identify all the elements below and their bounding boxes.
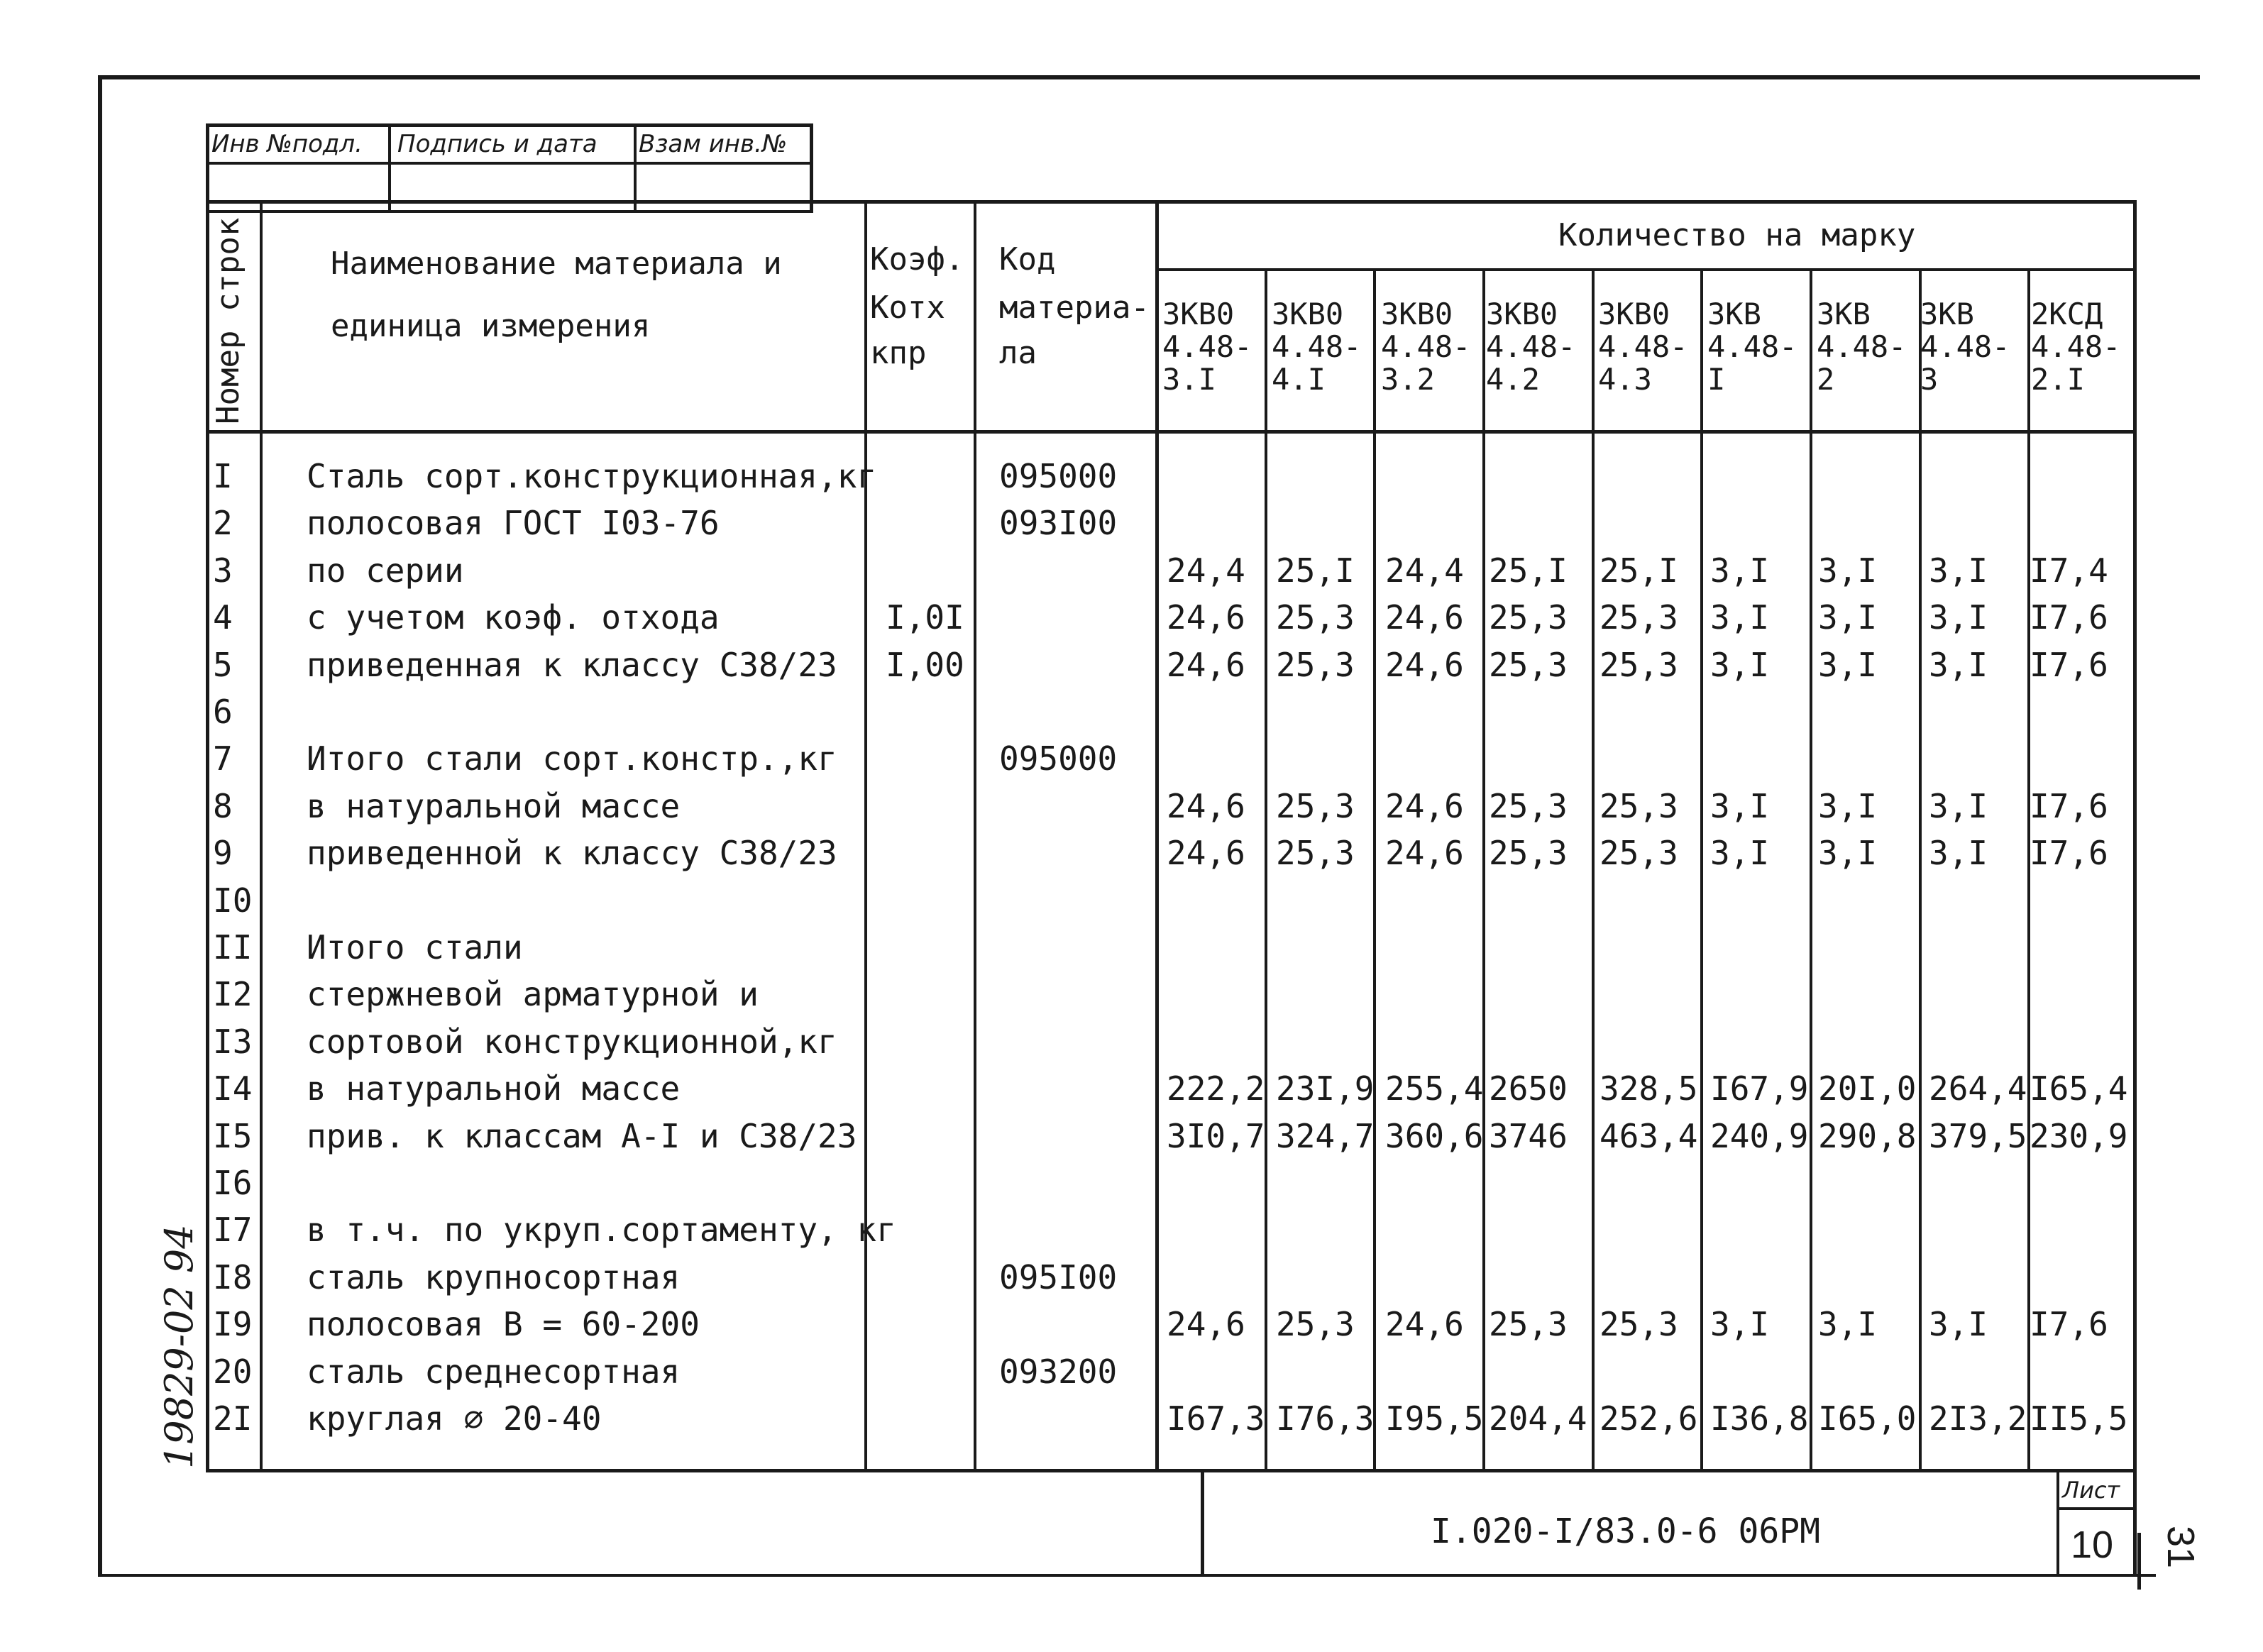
row-number: 8: [213, 787, 233, 825]
material-code: 095I00: [999, 1258, 1118, 1296]
bottom-border-line: [98, 1574, 2156, 1577]
quantity-cell: 25,3: [1599, 834, 1678, 872]
material-name: сталь крупносортная: [307, 1258, 681, 1296]
quantity-cell: 3,I: [1818, 787, 1878, 825]
quantity-cell: 2650: [1489, 1069, 1568, 1108]
quantity-cell: 25,3: [1276, 834, 1355, 872]
quantity-cell: I7,4: [2030, 551, 2108, 590]
quantity-cell: 3,I: [1710, 646, 1770, 684]
header-coef-line3: кпр: [870, 335, 927, 371]
quantity-cell: I65,0: [1818, 1399, 1917, 1438]
mark-header: 3КВ0 4.48- 4.I: [1272, 297, 1362, 397]
mark-header: 3КВ0 4.48- 3.2: [1381, 297, 1471, 397]
row-number: 7: [213, 739, 233, 778]
row-number: I2: [213, 975, 253, 1013]
quantity-cell: 328,5: [1599, 1069, 1698, 1108]
material-name: в натуральной массе: [307, 787, 681, 825]
quantity-cell: I67,9: [1710, 1069, 1809, 1108]
row-number: 2: [213, 504, 233, 542]
quantity-cell: 3,I: [1710, 787, 1770, 825]
quantity-cell: 25,3: [1599, 787, 1678, 825]
quantity-cell: 25,3: [1276, 787, 1355, 825]
quantity-cell: 324,7: [1276, 1117, 1375, 1155]
quantity-cell: 3,I: [1710, 551, 1770, 590]
quantity-cell: 290,8: [1818, 1117, 1917, 1155]
header-code-line3: ла: [999, 335, 1037, 371]
quantity-cell: I7,6: [2030, 598, 2108, 637]
page-mark: 31: [2159, 1526, 2202, 1569]
row-number: 5: [213, 646, 233, 684]
material-name: стержневой арматурной и: [307, 975, 759, 1013]
quantity-cell: 3,I: [1929, 1305, 1988, 1343]
row-number: I0: [213, 881, 253, 920]
header-coef-line2: Котх: [870, 290, 945, 326]
mark-header: 3КВ 4.48- 2: [1817, 297, 1907, 397]
quantity-cell: I7,6: [2030, 834, 2108, 872]
quantity-cell: 25,I: [1599, 551, 1678, 590]
quantity-cell: 3I0,7: [1167, 1117, 1265, 1155]
quantity-cell: 3,I: [1818, 1305, 1878, 1343]
quantity-cell: 25,3: [1489, 646, 1568, 684]
material-name: сталь среднесортная: [307, 1353, 681, 1391]
quantity-cell: 24,6: [1385, 598, 1464, 637]
material-name: по серии: [307, 551, 464, 590]
quantity-cell: 25,I: [1489, 551, 1568, 590]
quantity-cell: I76,3: [1276, 1399, 1375, 1438]
quantity-cell: 25,3: [1599, 646, 1678, 684]
quantity-cell: 230,9: [2030, 1117, 2128, 1155]
row-number: 4: [213, 598, 233, 637]
quantity-cell: I95,5: [1385, 1399, 1484, 1438]
row-number: I4: [213, 1069, 253, 1108]
header-material-line1: Наименование материала и: [331, 246, 782, 282]
right-edge-mark: [2137, 1533, 2141, 1590]
header-material-line2: единица измерения: [331, 308, 651, 344]
row-number: I9: [213, 1305, 253, 1343]
material-name: приведенная к классу С38/23: [307, 646, 837, 684]
row-number: I6: [213, 1164, 253, 1202]
material-name: прив. к классам А-I и С38/23: [307, 1117, 857, 1155]
header-row-number: Номер строк: [210, 217, 246, 424]
quantity-cell: 3,I: [1818, 551, 1878, 590]
row-number: 6: [213, 693, 233, 731]
row-number: I7: [213, 1211, 253, 1249]
material-code: 093200: [999, 1353, 1118, 1391]
quantity-cell: 255,4: [1385, 1069, 1484, 1108]
quantity-cell: 463,4: [1599, 1117, 1698, 1155]
quantity-cell: 3,I: [1818, 646, 1878, 684]
material-name: круглая ∅ 20-40: [307, 1399, 602, 1438]
quantity-cell: 24,6: [1385, 1305, 1464, 1343]
quantity-cell: 24,6: [1167, 834, 1245, 872]
quantity-cell: 3,I: [1929, 787, 1988, 825]
material-name: Сталь сорт.конструкционная,кг: [307, 457, 877, 495]
quantity-cell: 24,6: [1385, 834, 1464, 872]
quantity-cell: 264,4: [1929, 1069, 2027, 1108]
quantity-cell: 25,3: [1599, 598, 1678, 637]
row-number: 2I: [213, 1399, 253, 1438]
quantity-cell: 24,6: [1385, 646, 1464, 684]
material-name: Итого стали: [307, 928, 523, 967]
quantity-cell: 24,6: [1167, 1305, 1245, 1343]
material-name: с учетом коэф. отхода: [307, 598, 720, 637]
material-name: в т.ч. по укруп.сортаменту, кг: [307, 1211, 896, 1249]
material-name: приведенной к классу С38/23: [307, 834, 837, 872]
material-name: Итого стали сорт.констр.,кг: [307, 739, 837, 778]
row-number: I8: [213, 1258, 253, 1296]
document-code: I.020-I/83.0-6 06РМ: [1431, 1511, 1821, 1551]
coefficient-value: I,0I: [886, 598, 964, 637]
quantity-cell: 24,4: [1385, 551, 1464, 590]
quantity-cell: 24,6: [1167, 787, 1245, 825]
header-coef-line1: Коэф.: [870, 241, 964, 277]
quantity-cell: 3,I: [1710, 834, 1770, 872]
quantity-cell: 25,3: [1276, 598, 1355, 637]
quantity-cell: 3,I: [1818, 834, 1878, 872]
quantity-cell: 24,6: [1167, 598, 1245, 637]
sheet-label: Лист: [2062, 1477, 2120, 1504]
material-code: 095000: [999, 739, 1118, 778]
quantity-cell: 25,3: [1489, 598, 1568, 637]
header-code-line2: материа-: [999, 290, 1150, 326]
material-name: сортовой конструкционной,кг: [307, 1023, 837, 1061]
quantity-cell: 3,I: [1929, 646, 1988, 684]
quantity-cell: 240,9: [1710, 1117, 1809, 1155]
quantity-cell: 20I,0: [1818, 1069, 1917, 1108]
quantity-cell: 2I3,2: [1929, 1399, 2027, 1438]
quantity-cell: 3,I: [1818, 598, 1878, 637]
row-number: 9: [213, 834, 233, 872]
row-number: I5: [213, 1117, 253, 1155]
row-number: 20: [213, 1353, 253, 1391]
header-quantity: Количество на марку: [1558, 217, 1916, 253]
row-number: II: [213, 928, 253, 967]
material-name: полосовая В = 60-200: [307, 1305, 700, 1343]
mark-header: 3КВ 4.48- I: [1707, 297, 1797, 397]
quantity-cell: I65,4: [2030, 1069, 2128, 1108]
quantity-cell: 24,4: [1167, 551, 1245, 590]
quantity-cell: 25,3: [1489, 787, 1568, 825]
quantity-cell: 379,5: [1929, 1117, 2027, 1155]
quantity-cell: 252,6: [1599, 1399, 1698, 1438]
stamp-replace-label: Взам инв.№: [639, 130, 788, 158]
quantity-cell: I7,6: [2030, 646, 2108, 684]
quantity-cell: II5,5: [2030, 1399, 2128, 1438]
mark-header: 3КВ0 4.48- 4.2: [1486, 297, 1576, 397]
quantity-cell: 204,4: [1489, 1399, 1587, 1438]
quantity-cell: 24,6: [1385, 787, 1464, 825]
mark-header: 2КСД 4.48- 2.I: [2031, 297, 2121, 397]
mark-header: 3КВ 4.48- 3: [1920, 297, 2010, 397]
stamp-signature-label: Подпись и дата: [397, 130, 598, 158]
quantity-cell: 25,3: [1599, 1305, 1678, 1343]
material-name: в натуральной массе: [307, 1069, 681, 1108]
header-code-line1: Код: [999, 241, 1056, 277]
quantity-cell: 3746: [1489, 1117, 1568, 1155]
row-number: 3: [213, 551, 233, 590]
material-code: 095000: [999, 457, 1118, 495]
quantity-cell: I36,8: [1710, 1399, 1809, 1438]
quantity-cell: I7,6: [2030, 1305, 2108, 1343]
quantity-cell: 25,3: [1276, 1305, 1355, 1343]
coefficient-value: I,00: [886, 646, 964, 684]
quantity-cell: 222,2: [1167, 1069, 1265, 1108]
quantity-cell: I7,6: [2030, 787, 2108, 825]
quantity-cell: 3,I: [1710, 1305, 1770, 1343]
quantity-cell: 3,I: [1710, 598, 1770, 637]
stamp-inv-label: Инв №подл.: [211, 130, 363, 158]
material-code: 093I00: [999, 504, 1118, 542]
quantity-cell: 25,3: [1489, 1305, 1568, 1343]
top-border-line: [99, 75, 2200, 79]
quantity-cell: 25,3: [1276, 646, 1355, 684]
mark-header: 3КВ0 4.48- 3.I: [1162, 297, 1252, 397]
quantity-cell: 3,I: [1929, 551, 1988, 590]
margin-archive-note: 19829-02 94: [157, 1224, 202, 1469]
quantity-cell: 24,6: [1167, 646, 1245, 684]
left-border-line: [98, 75, 102, 1577]
quantity-cell: I67,3: [1167, 1399, 1265, 1438]
quantity-cell: 3,I: [1929, 598, 1988, 637]
sheet-number: 10: [2071, 1524, 2114, 1566]
quantity-cell: 3,I: [1929, 834, 1988, 872]
row-number: I3: [213, 1023, 253, 1061]
mark-header: 3КВ0 4.48- 4.3: [1598, 297, 1688, 397]
quantity-cell: 360,6: [1385, 1117, 1484, 1155]
quantity-cell: 23I,9: [1276, 1069, 1375, 1108]
material-name: полосовая ГОСТ I03-76: [307, 504, 720, 542]
quantity-cell: 25,I: [1276, 551, 1355, 590]
row-number: I: [213, 457, 233, 495]
quantity-cell: 25,3: [1489, 834, 1568, 872]
